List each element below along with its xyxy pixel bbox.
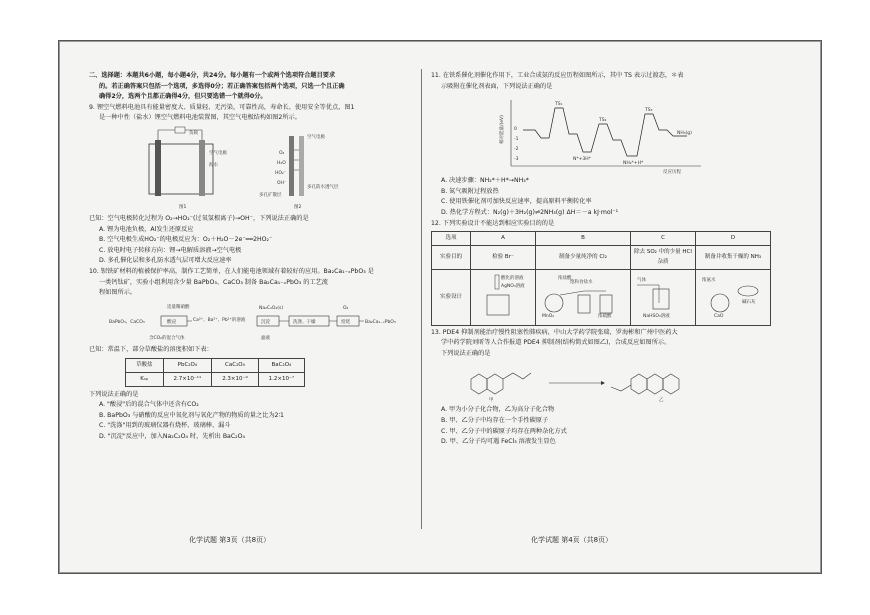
b3-label: 饱和食盐水: [570, 279, 593, 285]
apparatus-d-icon: [698, 271, 768, 319]
q9-stem-2: 是一种中性（盐水）锂空气燃料电池装置图，其空气电极结构如图2所示。: [99, 114, 301, 122]
page-footer-left: 化学试题 第3页（共8页）: [189, 536, 271, 544]
exp-goal-b: 制备少量纯净的 Cl₂: [536, 245, 631, 269]
molecule-b-label: 乙: [659, 398, 664, 404]
molecule-a-label: 甲: [489, 398, 494, 404]
b2-label: MnO₂: [542, 313, 555, 319]
q13-stem-1: 13. PDE4 抑制剂能治疗慢性阻塞性肺疾病，中山大学药学院张瑞，罗海彬和广州中医药大: [431, 328, 678, 336]
air-electrode-label: 空气电极: [209, 150, 227, 156]
section-heading: 二、选择题：本题共6小题，每小题4分，共24分。每小题有一个或两个选项符合题目要求: [89, 72, 336, 79]
q9-option-b: B. 空气电极生成HO₂⁻的电极反应为：O₂＋H₂O－2e⁻══2HO₂⁻: [99, 236, 273, 244]
flow-diagram: [89, 301, 441, 343]
ksp-head-0: 草酸盐: [126, 359, 164, 373]
energy-xlabel: 反应历程: [663, 170, 681, 175]
q10-text: 下列说法正确的是: [89, 390, 139, 398]
battery-diagram: [89, 126, 441, 212]
flow-o2: O₂: [343, 305, 349, 311]
ksp-row-1: 2.7×10⁻¹¹: [163, 372, 212, 386]
energy-figure: [431, 94, 783, 174]
ksp-row-3: 1.2×10⁻⁷: [258, 372, 304, 386]
a1-label: 酸化的溶液: [501, 275, 524, 281]
q13-stem-3: 下列说法正确的是: [441, 349, 491, 357]
ho2-label: HO₂⁻: [275, 170, 287, 176]
q9-text: 已知：空气电极转化过程为 O₂→HO₂⁻(过氧氢根离子)→OH⁻，下列说法正确的是: [89, 214, 309, 222]
section-heading-3: 确得2分，选两个且都正确得4分，但只要选错一个就得0分。: [99, 93, 267, 101]
o2-label: O₂: [279, 150, 285, 156]
exp-goal-a: 检验 Br⁻: [471, 245, 536, 269]
q11-option-d: D. 热化学方程式：N₂(g)＋3H₂(g)⇌2NH₃(g) ΔH＝－a kJ·mol⁻¹: [441, 208, 619, 216]
energy-y3: -3: [514, 157, 519, 163]
exp-col-c: C: [631, 232, 696, 246]
energy-diagram: [431, 94, 783, 174]
q11-stem-1: 11. 在铁系催化剂催化作用下，工业合成氨的反应历程如图所示，其中 TS 表示过渡态，＊表: [431, 72, 684, 79]
q10-stem-2: 一类钙钛矿，实验小组利用含少量 BaPbO₃、CaCO₃ 制备 Ba₂Ca₁₋ₓPbO₃ 的工艺流: [99, 278, 328, 286]
ksp-row-2: 2.3×10⁻⁹: [212, 372, 258, 386]
energy-ts3: TS₃: [645, 108, 653, 114]
d2-label: CaO: [714, 313, 724, 319]
apparatus-c-icon: [633, 271, 693, 319]
fig1-caption: 图1: [179, 204, 187, 210]
flow-gas: 含CO₂的混合气体: [149, 335, 185, 341]
ksp-row-0: Kₛₚ: [126, 372, 164, 386]
h2o-label: H₂O: [277, 160, 286, 166]
exp-goal-c: 除去 SO₂ 中的少量 HCl 杂质: [631, 245, 696, 269]
q13-option-a: A. 甲为小分子化合物，乙为高分子化合物: [441, 406, 555, 414]
exp-col-b: B: [536, 232, 631, 246]
porous-label: 多孔扩散层: [259, 192, 282, 198]
flow-add: Na₂C₂O₄(s): [259, 305, 284, 311]
exam-sheet: [58, 40, 822, 574]
exp-design-d: [696, 269, 771, 325]
exp-design-a: [471, 269, 536, 325]
q12-stem: 12. 下列实验设计不能达到相应实验目的的是: [431, 219, 555, 227]
q13-option-d: D. 甲、乙分子均可遇 FeCl₃ 溶液发生显色: [441, 438, 556, 446]
flow-chart: [89, 301, 441, 343]
ksp-table: [125, 358, 305, 386]
d1-label: 碱石灰: [742, 299, 756, 305]
oh-label: OH⁻: [277, 180, 287, 186]
fig2-caption: 图2: [294, 204, 302, 210]
exp-col-d: D: [696, 232, 771, 246]
section-heading-2: 的。若正确答案只包括一个选项，多选得0分；若正确答案包括两个选项，只选一个且正确: [99, 82, 345, 90]
left-column: [89, 71, 441, 442]
q13-option-c: C. 甲、乙分子中的碳原子均存在两种杂化方式: [441, 427, 567, 435]
page-footer-right: 化学试题 第4页（共8页）: [531, 536, 613, 544]
q13-stem-2: 学中药学院刘昕等人合作报道 PDE4 抑制剂(结构简式如图乙)，合成反应如图所示。: [441, 339, 671, 347]
seawater-label: 海水: [209, 162, 218, 168]
q9-option-c: C. 放电时电子转移方向：锂→电解质溶液→空气电极: [99, 246, 242, 254]
energy-ylabel: 相对能量/(eV): [500, 115, 505, 145]
exp-design-label: 实验设计: [432, 269, 471, 325]
q11-option-a: A. 决速步骤：NH₂*＋H*→NH₃*: [441, 177, 529, 185]
exp-col-a: A: [471, 232, 536, 246]
right-column: [431, 71, 783, 448]
exp-option-head: 选项: [432, 232, 471, 246]
molecule-figure: [431, 361, 783, 403]
energy-y2: -2: [514, 147, 519, 153]
q9-option-a: A. 锂为电池负极，Al发生还原反应: [99, 225, 194, 233]
q11-option-b: B. 氮气吸附过程放热: [441, 187, 499, 195]
energy-int-1: N*+3H*: [573, 157, 591, 163]
q10-option-c: C. "洗涤"用到的玻璃仪器有烧杯、玻璃棒、漏斗: [99, 422, 231, 430]
porous-layer-label: 多孔防水透气层: [307, 184, 339, 190]
ksp-intro: 已知：常温下，部分草酸盐的溶度积如下表：: [89, 345, 213, 353]
exp-design-c: [631, 269, 696, 325]
apparatus-a-icon: [473, 271, 533, 319]
q11-stem-2: 示吸附在催化剂表面，下列说法正确的是: [441, 82, 553, 90]
q10-stem-1: 10. 钡铁矿材料的植被保护率高，制作工艺简单，在人们能电池领域有着较好的应用。Ba₂Ca₁₋ₓPbO₃ 是: [89, 267, 374, 275]
flow-step-3: 沉淀: [261, 319, 270, 325]
energy-int-2: NH₂*+H*: [623, 161, 644, 167]
flow-reagent: 适量稀硝酸: [167, 304, 190, 310]
q9-stem-1: 9. 锂空气燃料电池具有能量密度大、质量轻、无污染，可靠性高，寿命长、使用安全等优点，图1: [89, 103, 355, 111]
energy-y0: 0: [514, 127, 517, 133]
exp-design-b: [536, 269, 631, 325]
flow-step-4: 洗涤、干燥: [293, 319, 316, 325]
c2-label: NaHSO₃溶液: [643, 313, 670, 319]
ksp-head-2: CaC₂O₄: [212, 359, 258, 373]
q11-option-c: C. 使用铁催化剂可加快反应速率，提高原料平衡转化率: [441, 198, 592, 206]
a2-label: AgNO₃溶液: [501, 283, 525, 289]
q10-stem-3: 程如图所示。: [99, 289, 137, 297]
reaction-diagram: [431, 361, 783, 403]
energy-ts1: TS₁: [555, 102, 563, 108]
c1-label: 气体: [637, 277, 646, 283]
energy-product: NH₃(g): [677, 131, 692, 137]
energy-ts2: TS₂: [599, 118, 607, 124]
flow-feed: BaPbO₃、CaCO₃: [109, 319, 145, 325]
q10-option-b: B. BaPbO₃ 与硝酸的反应中氧化剂与氧化产物的物质的量之比为2∶1: [99, 411, 284, 419]
q10-option-d: D. "沉淀"反应中，加入Na₂C₂O₄ 时，先析出 BaC₂O₄: [99, 432, 246, 440]
q13-option-b: B. 甲、乙分子中均存在一个手性碳原子: [441, 416, 549, 424]
apparatus-b-icon: [538, 271, 628, 319]
flow-step-1: 酸浸: [167, 319, 176, 325]
ksp-head-3: BaC₂O₄: [258, 359, 304, 373]
flow-filtrate: 滤液: [261, 335, 270, 341]
flow-product: Ba₂Ca₁₋ₓPbO₃: [365, 319, 396, 325]
experiment-table: [431, 231, 771, 325]
q10-option-a: A. "酸浸"后的混合气体中还含有CO₂: [99, 401, 199, 409]
battery-figure: [89, 126, 441, 212]
exp-goal-label: 实验目的: [432, 245, 471, 269]
b1-label: 浓盐酸: [558, 275, 572, 281]
b4-label: 浓硫酸: [598, 313, 612, 319]
q9-option-d: D. 多孔催化层和多孔防水透气层可增大反应速率: [99, 257, 232, 265]
exp-goal-d: 制备并收集干燥的 NH₃: [696, 245, 771, 269]
air-electrode-label-2: 空气电极: [307, 134, 325, 140]
ksp-head-1: PbC₂O₄: [163, 359, 212, 373]
flow-step-5: 焙烧: [341, 319, 350, 325]
flow-step-2: Ca²⁺、Ba²⁺、Pb²⁺的溶液: [193, 317, 246, 323]
d3-label: 浓氨水: [702, 277, 716, 283]
energy-y1: -1: [514, 137, 519, 143]
load-label: 负载: [189, 130, 198, 136]
